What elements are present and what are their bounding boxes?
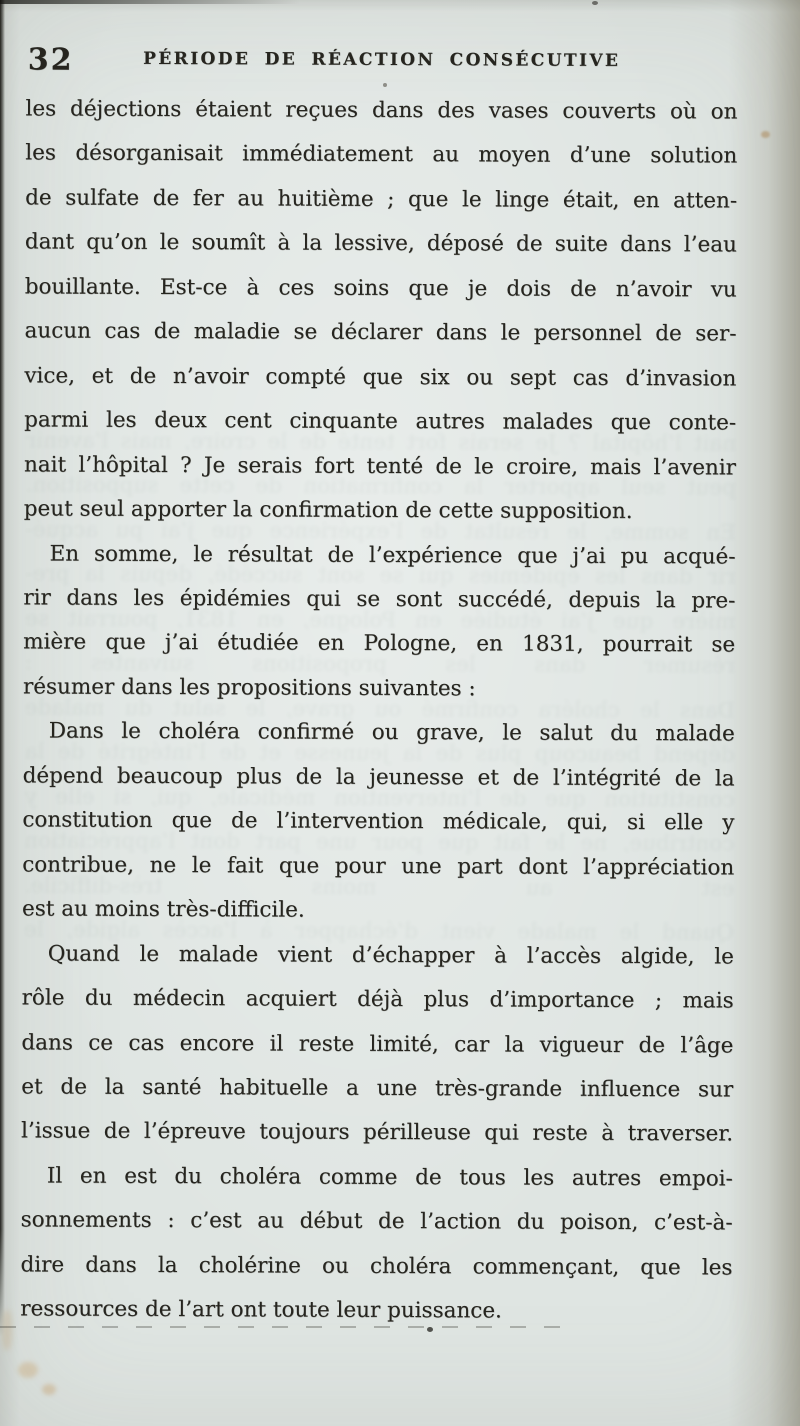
text-line: dans ce cas encore il reste limité, car la vigueur de l’âge [21,1029,734,1058]
text-line: En somme, le résultat de l’expérience que j’ai pu acqué- [49,541,736,570]
page-number: 32 [27,42,74,78]
text-line: peut seul apporter la confirmation de cette supposition. [23,496,633,525]
paragraph [24,87,738,535]
scan-edge-left [0,0,5,1336]
text-line: dépend beaucoup plus de la jeunesse et de l’intégrité de la [22,763,735,792]
text-line: les désorganisait immédiatement au moyen d’une solution [25,140,738,169]
page-text [20,87,737,1335]
text-line: contribue, ne le fait que pour une part dont l’appréciation [22,852,735,881]
text-line: de sulfate de fer au huitième ; que le linge était, en atten- [25,185,738,214]
paragraph [20,1154,733,1335]
text-line: rir dans les épidémies qui se sont succédé, depuis la pre- [23,585,736,614]
text-line: vice, et de n’avoir compté que six ou sept cas d’invasion [24,363,737,392]
text-line: résumer dans les propositions suivantes : [22,674,476,702]
text-line: est au moins très-difficile. [21,896,305,923]
text-line: nait l’hôpital ? Je serais fort tenté de le croire, mais l’avenir [23,451,737,481]
text-line: dire dans la cholérine ou choléra commençant, que les [20,1252,733,1281]
text-line: mière que j’ai étudiée en Pologne, en 1831, pourrait se [23,629,736,658]
text-line: parmi les deux cent cinquante autres malades que conte- [24,407,737,436]
paragraph [21,932,734,1157]
text-line: Quand le malade vient d’échapper à l’accès algide, le [47,941,734,970]
text-line: dant qu’on le soumît à la lessive, déposé de suite dans l’eau [24,229,737,258]
page-header [26,42,738,79]
scan-edge-top [0,0,300,4]
text-line: bouillante. Est-ce à ces soins que je dois de n’avoir vu [24,274,737,303]
text-line: ressources de l’art ont toute leur puissance. [20,1296,502,1324]
text-line: Il en est du choléra comme de tous les autres empoi- [46,1163,733,1192]
text-line: rôle du médecin acquiert déjà plus d’importance ; mais [21,985,734,1014]
text-line: et de la santé habituelle a une très-grande influence sur [21,1074,734,1103]
running-header: PÉRIODE DE RÉACTION CONSÉCUTIVE [143,48,621,71]
text-line: constitution que de l’intervention médicale, qui, si elle y [22,807,735,836]
text-line: sonnements : c’est au début de l’action du poison, c’est-à- [20,1207,733,1236]
text-line: Dans le choléra confirmé ou grave, le salut du malade [48,718,735,747]
paragraph [23,532,736,713]
paragraph [22,710,735,935]
text-line: l’issue de l’épreuve toujours périlleuse qui reste à traverser. [21,1118,734,1147]
text-line: aucun cas de maladie se déclarer dans le personnel de ser- [24,318,737,347]
bleed-through-layer: nait l’hôpital ? Je serais fort tenté de le croire, mais l’avenir peut seul apporter la confirmation de cette supposition. En somme, le résultat de l’expérience que j’ai pu acqué- rir dans les épidémies qui se sont succédé, depuis la pre- mière que j’ai étudiée en Pologne, en 1831, pourrait se résumer dans les propositions suivantes : Dans le choléra confirmé ou grave, le salut du malade dépend beaucoup plus de la jeunesse et de l’intégrité de la constitution que de l’intervention médicale, qui, si elle y contribue, ne le fait que pour une part dont l’appréciation est au moins très-difficile. Quand le malade vient d’échapper à l’accès algide, le [23,428,737,946]
text-line: les déjections étaient reçues dans des vases couverts où on [25,96,738,125]
